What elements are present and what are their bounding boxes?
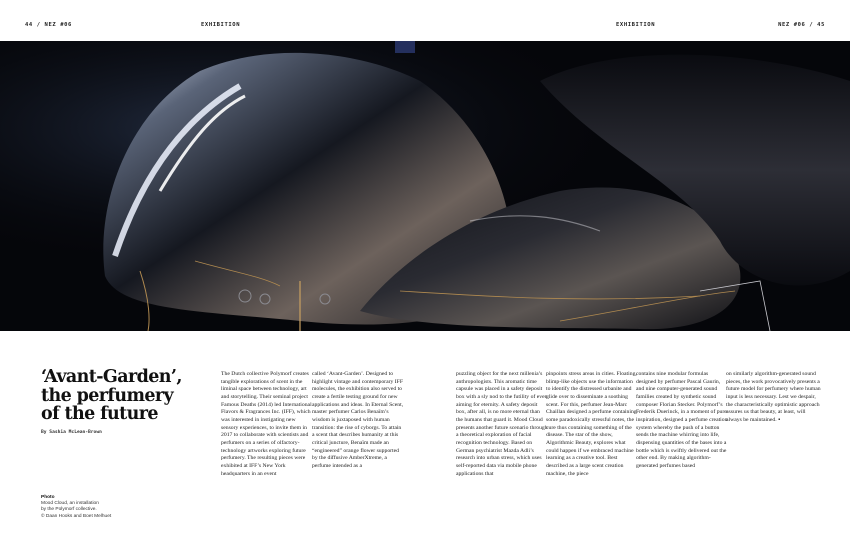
photo-credit-title: Photo bbox=[41, 495, 55, 500]
headline-line-2: the perfumery bbox=[41, 385, 174, 406]
photo-credit-line: © Daan Hooks and Boet Melhuet bbox=[41, 513, 112, 519]
photo-icon bbox=[0, 41, 850, 331]
running-head-left-section: EXHIBITION bbox=[201, 22, 241, 28]
body-column-1: The Dutch collective Polymorf creates tangible explorations of scent in the liminal space between technology, art and storytelling. Their seminal project Famous Deaths (2014) led International Flavors & Fragrances Inc. (IFF), which was interested in instigating new sensory experiences, to invite them in 2017 to collaborate with scientists and perfumers on a series of olfactory-technology artworks exploring future perfumery. The resulting pieces were exhibited at IFF’s New York headquarters in an event bbox=[221, 371, 312, 477]
body-column-4: pinpoints stress areas in cities. Floating, blimp-like objects use the information to identify the distressed urbanite and glide over to disseminate a soothing scent. For this, perfumer Jean-Marc Chaillan designed a perfume containing some paradoxically stressful notes, the cure thus containing something of the disease. The star of the show, Algorithmic Beauty, explores what could happen if we embraced machine learning as a creative tool. Best described as a large scent creation machine, the piece bbox=[546, 371, 637, 477]
article-headline bbox=[41, 368, 211, 424]
body-column-6: on similarly algorithm-generated sound pieces, the work provocatively presents a future model for perfumery where human input is less necessary. Lest we despair, the characteristically optimistic approach assures us that beauty, at least, will always be maintained. ▪ bbox=[726, 371, 821, 423]
running-head-right-folio: NEZ #06 / 45 bbox=[778, 22, 825, 28]
hero-photo bbox=[0, 41, 850, 331]
byline: By Sashia McLean-Brown bbox=[41, 430, 102, 435]
body-column-5: contains nine modular formulas designed by perfumer Pascal Gaurin, and nine computer-generated sound families created by synthetic sound composer Florian Stecker. Polymorf’s Frederik Duerinck, in a moment of pure inspiration, designed a perfume creation system whereby the push of a button sends the machine whirring into life, dispensing quantities of the bases into a bottle which is swiftly delivered out the other end. By making algorithm-generated perfumes based bbox=[636, 371, 728, 469]
photo-credit bbox=[41, 495, 161, 520]
photo-credit-line: Mood Cloud, an installation bbox=[41, 501, 99, 507]
headline-line-3: of the future bbox=[41, 404, 158, 424]
body-column-3: puzzling object for the next millenia’s anthropologists. This aromatic time capsule was placed in a safety deposit box with a sly nod to the futility of even aiming for eternity. A safety deposit box, after all, is no more eternal than the humans that guard it. Mood Cloud presents another future scenario through a theoretical exploration of facial recognition technology. Based on German psychiatrist Mazda Adli’s research into urban stress, which uses self-reported data via mobile phone applications that bbox=[456, 371, 548, 477]
running-head-right-section: EXHIBITION bbox=[616, 22, 656, 28]
photo-credit-line: by the Polymorf collective. bbox=[41, 507, 97, 513]
body-column-2: called ‘Avant-Garden’. Designed to highlight vintage and contemporary IFF molecules, the exhibition also served to create a fertile testing ground for new applications and ideas. In Eternal Scent, master perfumer Carlos Benaïm’s wisdom is juxtaposed with human transition: the rise of cyborgs. To attain a scent that describes humanity at this critical juncture, Benaïm made an “engineered” orange flower supported by the diffusive AmberXtreme, a perfume intended as a bbox=[312, 371, 404, 469]
running-head-left-folio: 44 / NEZ #06 bbox=[25, 22, 72, 28]
headline-line-1: ‘Avant-Garden’, bbox=[41, 367, 182, 387]
